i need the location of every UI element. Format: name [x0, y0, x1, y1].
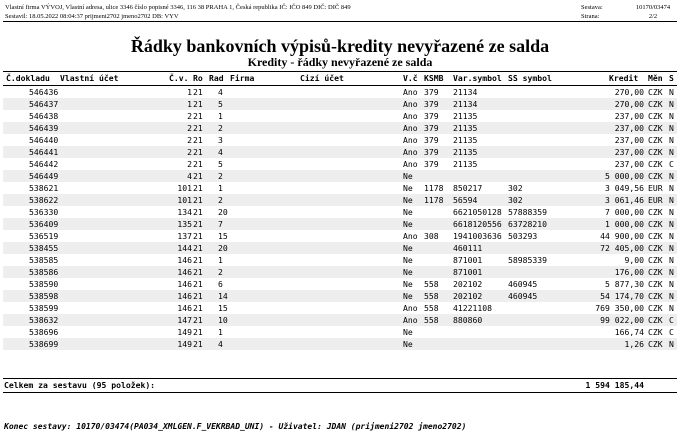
cell-status: N [669, 207, 674, 217]
cell-currency: CZK [648, 87, 663, 97]
col-statement-number: Č.v. [169, 73, 189, 83]
cell-year: 21 [193, 303, 203, 313]
cell-year: 21 [193, 339, 203, 349]
cell-vc: Ne [403, 243, 413, 253]
cell-statement-number: 137 [177, 231, 192, 241]
cell-specific-symbol: 302 [508, 195, 523, 205]
cell-document-number: 538586 [29, 267, 59, 277]
cell-document-number: 536409 [29, 219, 59, 229]
cell-ksmb: 1178 [424, 195, 444, 205]
cell-year: 21 [193, 219, 203, 229]
cell-credit: 237,00 [614, 123, 644, 133]
cell-vc: Ano [403, 87, 418, 97]
cell-line: 2 [218, 123, 223, 133]
cell-statement-number: 146 [177, 303, 192, 313]
table-row [3, 134, 677, 146]
col-foreign-account: Cizí účet [300, 73, 344, 83]
cell-line: 7 [218, 219, 223, 229]
table-row [3, 302, 677, 314]
cell-variable-symbol: 871001 [453, 255, 483, 265]
cell-statement-number: 146 [177, 255, 192, 265]
cell-status: N [669, 303, 674, 313]
cell-vc: Ano [403, 315, 418, 325]
cell-statement-number: 146 [177, 279, 192, 289]
cell-vc: Ne [403, 267, 413, 277]
cell-currency: CZK [648, 171, 663, 181]
cell-variable-symbol: 1941003636 [453, 231, 502, 241]
cell-document-number: 538455 [29, 243, 59, 253]
col-document-number: Č.dokladu [6, 73, 50, 83]
cell-currency: CZK [648, 279, 663, 289]
table-row [3, 110, 677, 122]
table-row [3, 266, 677, 278]
col-status: S [669, 73, 674, 83]
table-row [3, 122, 677, 134]
cell-vc: Ne [403, 219, 413, 229]
cell-variable-symbol: 21135 [453, 123, 478, 133]
cell-specific-symbol: 460945 [508, 291, 538, 301]
cell-line: 2 [218, 267, 223, 277]
cell-credit: 5 000,00 [605, 171, 644, 181]
col-line: Rad [209, 73, 224, 83]
cell-status: N [669, 255, 674, 265]
header-divider [3, 21, 677, 22]
cell-credit: 9,00 [624, 255, 644, 265]
cell-statement-number: 1 [187, 99, 192, 109]
cell-vc: Ano [403, 111, 418, 121]
cell-credit: 5 877,30 [605, 279, 644, 289]
report-id-label: Sestava: [581, 4, 603, 11]
cell-line: 20 [218, 207, 228, 217]
cell-currency: CZK [648, 327, 663, 337]
cell-year: 21 [193, 243, 203, 253]
cell-document-number: 538621 [29, 183, 59, 193]
report-id-value: 10170/03474 [635, 4, 671, 11]
col-credit: Kredit [609, 73, 639, 83]
cell-vc: Ano [403, 99, 418, 109]
cell-document-number: 538598 [29, 291, 59, 301]
cell-status: N [669, 111, 674, 121]
cell-line: 2 [218, 171, 223, 181]
cell-statement-number: 149 [177, 327, 192, 337]
cell-currency: CZK [648, 99, 663, 109]
cell-statement-number: 149 [177, 339, 192, 349]
cell-credit: 1,26 [624, 339, 644, 349]
cell-status: N [669, 339, 674, 349]
report-subtitle: Kredity - řádky nevyřazené ze salda [247, 55, 433, 69]
cell-year: 21 [193, 231, 203, 241]
cell-currency: CZK [648, 303, 663, 313]
table-row [3, 182, 677, 194]
col-company: Firma [230, 73, 255, 83]
cell-currency: CZK [648, 147, 663, 157]
cell-specific-symbol: 57888359 [508, 207, 547, 217]
total-row [3, 378, 677, 393]
cell-specific-symbol: 460945 [508, 279, 538, 289]
cell-variable-symbol: 6621050128 [453, 207, 502, 217]
cell-line: 1 [218, 327, 223, 337]
cell-status: C [669, 159, 674, 169]
cell-line: 20 [218, 243, 228, 253]
cell-statement-number: 2 [187, 147, 192, 157]
cell-document-number: 536330 [29, 207, 59, 217]
cell-statement-number: 4 [187, 171, 192, 181]
page-number: 2/2 [648, 13, 658, 20]
cell-currency: EUR [648, 183, 663, 193]
cell-credit: 44 900,00 [600, 231, 644, 241]
table-header [3, 71, 677, 86]
cell-status: N [669, 87, 674, 97]
cell-statement-number: 101 [177, 195, 192, 205]
cell-year: 21 [193, 111, 203, 121]
cell-variable-symbol: 56594 [453, 195, 478, 205]
cell-statement-number: 1 [187, 87, 192, 97]
cell-status: N [669, 267, 674, 277]
table-row [3, 170, 677, 182]
cell-year: 21 [193, 147, 203, 157]
cell-currency: CZK [648, 267, 663, 277]
col-year: Ro [193, 73, 203, 83]
table-row [3, 218, 677, 230]
report-footer: Konec sestavy: 10170/03474(PA034_XMLGEN.F_VEKRBAD_UNI) - Uživatel: JDAN (prijmeni2702 jmeno2702) [4, 422, 467, 431]
cell-year: 21 [193, 279, 203, 289]
cell-credit: 3 049,56 [605, 183, 644, 193]
cell-document-number: 546442 [29, 159, 59, 169]
cell-line: 14 [218, 291, 228, 301]
cell-credit: 237,00 [614, 135, 644, 145]
cell-credit: 3 061,46 [605, 195, 644, 205]
total-value: 1 594 185,44 [585, 380, 644, 390]
col-own-account: Vlastní účet [60, 73, 119, 83]
table-row [3, 278, 677, 290]
cell-vc: Ne [403, 339, 413, 349]
col-ksmb: KSMB [424, 73, 444, 83]
cell-ksmb: 379 [424, 147, 439, 157]
table-row [3, 242, 677, 254]
cell-specific-symbol: 503293 [508, 231, 538, 241]
cell-year: 21 [193, 255, 203, 265]
cell-currency: CZK [648, 219, 663, 229]
report-title: Řádky bankovních výpisů-kredity nevyřazené ze salda [130, 36, 550, 56]
cell-currency: CZK [648, 159, 663, 169]
table-row [3, 158, 677, 170]
cell-vc: Ano [403, 159, 418, 169]
cell-document-number: 538699 [29, 339, 59, 349]
cell-currency: EUR [648, 195, 663, 205]
cell-year: 21 [193, 171, 203, 181]
cell-variable-symbol: 21135 [453, 111, 478, 121]
table-row [3, 314, 677, 326]
cell-status: N [669, 291, 674, 301]
table-row [3, 254, 677, 266]
table-row [3, 326, 677, 338]
cell-variable-symbol: 21135 [453, 147, 478, 157]
cell-status: N [669, 231, 674, 241]
cell-variable-symbol: 202102 [453, 279, 483, 289]
cell-currency: CZK [648, 243, 663, 253]
cell-credit: 54 174,70 [600, 291, 644, 301]
cell-vc: Ne [403, 207, 413, 217]
cell-status: N [669, 171, 674, 181]
cell-credit: 7 000,00 [605, 207, 644, 217]
cell-specific-symbol: 302 [508, 183, 523, 193]
cell-year: 21 [193, 135, 203, 145]
cell-credit: 237,00 [614, 147, 644, 157]
total-label: Celkem za sestavu (95 položek): [4, 380, 156, 390]
cell-ksmb: 558 [424, 315, 439, 325]
cell-credit: 72 405,00 [600, 243, 644, 253]
cell-variable-symbol: 41221108 [453, 303, 492, 313]
data-table [3, 71, 677, 350]
cell-variable-symbol: 202102 [453, 291, 483, 301]
cell-credit: 270,00 [614, 87, 644, 97]
table-row [3, 98, 677, 110]
cell-document-number: 546436 [29, 87, 59, 97]
cell-year: 21 [193, 159, 203, 169]
cell-variable-symbol: 6618120556 [453, 219, 502, 229]
cell-vc: Ano [403, 303, 418, 313]
cell-year: 21 [193, 99, 203, 109]
cell-status: N [669, 183, 674, 193]
cell-ksmb: 1178 [424, 183, 444, 193]
cell-document-number: 538622 [29, 195, 59, 205]
cell-vc: Ne [403, 171, 413, 181]
cell-document-number: 538599 [29, 303, 59, 313]
cell-variable-symbol: 21135 [453, 135, 478, 145]
cell-line: 6 [218, 279, 223, 289]
cell-line: 4 [218, 147, 223, 157]
cell-status: N [669, 243, 674, 253]
cell-vc: Ne [403, 183, 413, 193]
cell-status: N [669, 147, 674, 157]
cell-currency: CZK [648, 123, 663, 133]
cell-variable-symbol: 21135 [453, 159, 478, 169]
cell-credit: 166,74 [614, 327, 644, 337]
cell-credit: 99 022,00 [600, 315, 644, 325]
cell-ksmb: 379 [424, 99, 439, 109]
cell-vc: Ano [403, 135, 418, 145]
cell-variable-symbol: 850217 [453, 183, 483, 193]
cell-document-number: 538590 [29, 279, 59, 289]
cell-credit: 176,00 [614, 267, 644, 277]
cell-vc: Ne [403, 195, 413, 205]
cell-specific-symbol: 58985339 [508, 255, 547, 265]
cell-line: 10 [218, 315, 228, 325]
cell-statement-number: 101 [177, 183, 192, 193]
cell-year: 21 [193, 207, 203, 217]
cell-year: 21 [193, 267, 203, 277]
cell-variable-symbol: 460111 [453, 243, 483, 253]
cell-statement-number: 134 [177, 207, 192, 217]
cell-year: 21 [193, 87, 203, 97]
cell-ksmb: 558 [424, 291, 439, 301]
cell-ksmb: 379 [424, 159, 439, 169]
cell-specific-symbol: 63728210 [508, 219, 547, 229]
table-row [3, 230, 677, 242]
cell-statement-number: 147 [177, 315, 192, 325]
cell-vc: Ano [403, 123, 418, 133]
table-row [3, 146, 677, 158]
cell-vc: Ne [403, 255, 413, 265]
cell-line: 1 [218, 183, 223, 193]
cell-variable-symbol: 871001 [453, 267, 483, 277]
cell-statement-number: 144 [177, 243, 192, 253]
cell-document-number: 546441 [29, 147, 59, 157]
cell-currency: CZK [648, 135, 663, 145]
cell-status: N [669, 195, 674, 205]
cell-year: 21 [193, 123, 203, 133]
cell-status: N [669, 219, 674, 229]
table-row [3, 194, 677, 206]
col-specific-symbol: SS symbol [508, 73, 552, 83]
cell-ksmb: 558 [424, 279, 439, 289]
cell-line: 4 [218, 87, 223, 97]
cell-credit: 237,00 [614, 159, 644, 169]
cell-credit: 1 000,00 [605, 219, 644, 229]
cell-statement-number: 2 [187, 159, 192, 169]
cell-year: 21 [193, 315, 203, 325]
cell-currency: CZK [648, 255, 663, 265]
cell-line: 5 [218, 99, 223, 109]
table-row [3, 290, 677, 302]
cell-credit: 270,00 [614, 99, 644, 109]
cell-status: N [669, 123, 674, 133]
table-row [3, 86, 677, 98]
cell-statement-number: 2 [187, 135, 192, 145]
cell-credit: 769 350,00 [595, 303, 644, 313]
cell-document-number: 536519 [29, 231, 59, 241]
cell-year: 21 [193, 327, 203, 337]
cell-vc: Ne [403, 327, 413, 337]
report-header [3, 2, 677, 22]
cell-ksmb: 308 [424, 231, 439, 241]
cell-ksmb: 558 [424, 303, 439, 313]
cell-currency: CZK [648, 111, 663, 121]
cell-statement-number: 2 [187, 111, 192, 121]
cell-statement-number: 146 [177, 267, 192, 277]
cell-vc: Ne [403, 291, 413, 301]
cell-currency: CZK [648, 207, 663, 217]
table-row [3, 206, 677, 218]
table-body [3, 86, 677, 350]
cell-statement-number: 135 [177, 219, 192, 229]
cell-line: 1 [218, 255, 223, 265]
cell-currency: CZK [648, 339, 663, 349]
cell-variable-symbol: 880860 [453, 315, 483, 325]
company-info: Vlastní firma VÝVOJ, Vlastní adresa, ulice 3346 číslo popisné 3346, 116 38 PRAHA 1, Česká republika IČ: IČO 849 DIČ: DIČ 849 [5, 4, 351, 11]
cell-document-number: 546439 [29, 123, 59, 133]
cell-ksmb: 379 [424, 87, 439, 97]
cell-status: N [669, 279, 674, 289]
cell-status: N [669, 135, 674, 145]
cell-statement-number: 146 [177, 291, 192, 301]
page-label: Strana: [581, 13, 600, 20]
cell-status: C [669, 327, 674, 337]
cell-currency: CZK [648, 315, 663, 325]
cell-status: N [669, 99, 674, 109]
col-currency: Měn [648, 73, 663, 83]
cell-line: 15 [218, 231, 228, 241]
cell-document-number: 538632 [29, 315, 59, 325]
created-by-info: Sestavil: 18.05.2022 08:04:37 prijmeni2702 jmeno2702 DB: VYV [5, 13, 179, 20]
cell-year: 21 [193, 195, 203, 205]
cell-ksmb: 379 [424, 135, 439, 145]
cell-credit: 237,00 [614, 111, 644, 121]
cell-currency: CZK [648, 231, 663, 241]
cell-ksmb: 379 [424, 111, 439, 121]
cell-line: 4 [218, 339, 223, 349]
cell-document-number: 538585 [29, 255, 59, 265]
cell-line: 1 [218, 111, 223, 121]
cell-status: C [669, 315, 674, 325]
cell-line: 15 [218, 303, 228, 313]
col-variable-symbol: Var.symbol [453, 73, 502, 83]
cell-currency: CZK [648, 291, 663, 301]
cell-document-number: 546438 [29, 111, 59, 121]
cell-statement-number: 2 [187, 123, 192, 133]
cell-line: 5 [218, 159, 223, 169]
cell-year: 21 [193, 183, 203, 193]
cell-variable-symbol: 21134 [453, 99, 478, 109]
cell-line: 2 [218, 195, 223, 205]
cell-document-number: 546440 [29, 135, 59, 145]
cell-vc: Ano [403, 231, 418, 241]
col-vc: V.č [403, 73, 418, 83]
table-row [3, 338, 677, 350]
cell-ksmb: 379 [424, 123, 439, 133]
cell-vc: Ne [403, 279, 413, 289]
cell-line: 3 [218, 135, 223, 145]
cell-year: 21 [193, 291, 203, 301]
cell-document-number: 546437 [29, 99, 59, 109]
cell-document-number: 546449 [29, 171, 59, 181]
cell-vc: Ano [403, 147, 418, 157]
cell-document-number: 538696 [29, 327, 59, 337]
cell-variable-symbol: 21134 [453, 87, 478, 97]
